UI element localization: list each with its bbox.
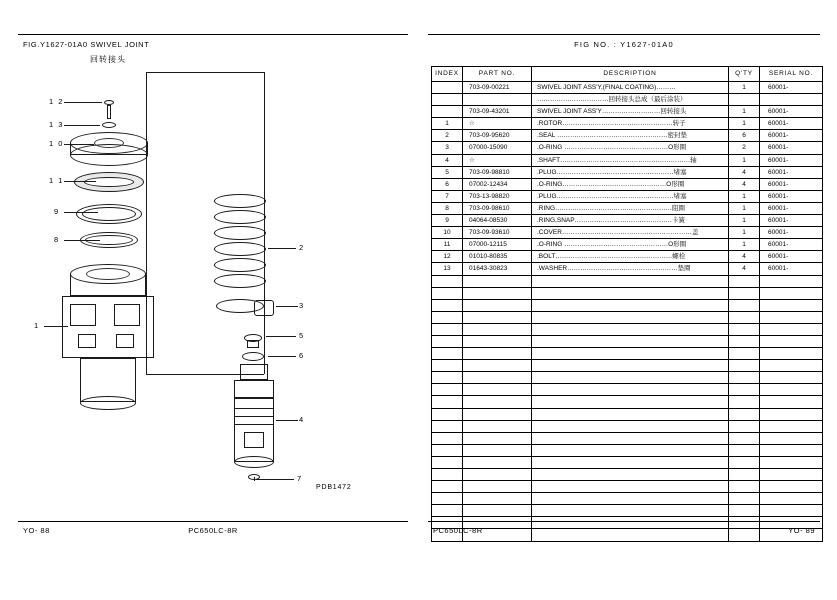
o-ring-3-b bbox=[254, 300, 274, 316]
cell-empty bbox=[729, 299, 760, 311]
cell-empty bbox=[463, 323, 532, 335]
table-row bbox=[432, 166, 823, 178]
cell-empty bbox=[432, 275, 463, 287]
table-row bbox=[432, 239, 823, 251]
cell-part-no: 07000-12115 bbox=[463, 239, 532, 251]
table-row bbox=[432, 82, 823, 94]
parts-table bbox=[431, 66, 823, 542]
cell-empty bbox=[729, 493, 760, 505]
table-row-empty bbox=[432, 323, 823, 335]
cell-empty bbox=[729, 396, 760, 408]
shaft-bottom-face bbox=[234, 456, 274, 468]
figure-title: FIG.Y1627-01A0 SWIVEL JOINT bbox=[23, 40, 150, 49]
body-bottom-face bbox=[80, 396, 136, 410]
shaft-collar bbox=[234, 380, 274, 398]
left-top-divider bbox=[18, 34, 408, 35]
cell-empty bbox=[760, 384, 823, 396]
table-row-empty bbox=[432, 348, 823, 360]
table-row bbox=[432, 263, 823, 275]
ring-8-inner bbox=[82, 207, 136, 221]
cell-index bbox=[432, 94, 463, 106]
figure-number-header: FIG NO. : Y1627-01A0 bbox=[574, 40, 674, 49]
cell-part-no: ☆ bbox=[463, 118, 532, 130]
leader-4 bbox=[276, 420, 298, 421]
cell-empty bbox=[432, 456, 463, 468]
cell-empty bbox=[532, 505, 729, 517]
body-port-c bbox=[78, 334, 96, 348]
cell-empty bbox=[532, 372, 729, 384]
right-footer-page: YO- 89 bbox=[788, 526, 815, 535]
leader-11 bbox=[64, 181, 96, 182]
cell-empty bbox=[463, 493, 532, 505]
cell-empty bbox=[729, 287, 760, 299]
cell-empty bbox=[532, 311, 729, 323]
cell-empty bbox=[432, 481, 463, 493]
callout-2: 2 bbox=[299, 243, 305, 252]
table-row-empty bbox=[432, 408, 823, 420]
cell-empty bbox=[729, 444, 760, 456]
cell-part-no: 01643-30823 bbox=[463, 263, 532, 275]
cell-empty bbox=[729, 275, 760, 287]
cell-empty bbox=[432, 335, 463, 347]
body-port-a bbox=[70, 304, 96, 326]
seal-2-b bbox=[214, 210, 266, 224]
cell-qty: 1 bbox=[729, 154, 760, 166]
callout-8: 8 bbox=[54, 235, 60, 244]
cell-empty bbox=[532, 396, 729, 408]
cell-part-no: 703-13-98820 bbox=[463, 190, 532, 202]
cell-serial-no: 60001- bbox=[760, 263, 823, 275]
right-footer-model: PC650LC-8R bbox=[433, 526, 483, 535]
cell-empty bbox=[760, 456, 823, 468]
bolt-shank-12 bbox=[107, 105, 111, 119]
cell-qty: 4 bbox=[729, 251, 760, 263]
cell-empty bbox=[432, 323, 463, 335]
cell-empty bbox=[532, 287, 729, 299]
right-page bbox=[428, 34, 820, 546]
parts-table-body bbox=[432, 82, 823, 542]
cell-empty bbox=[760, 493, 823, 505]
cell-empty bbox=[760, 275, 823, 287]
cell-part-no: 703-09-95620 bbox=[463, 130, 532, 142]
seal-2-c bbox=[214, 226, 266, 240]
callout-13: 1 3 bbox=[49, 120, 64, 129]
cell-part-no: 703-09-43201 bbox=[463, 106, 532, 118]
cell-index bbox=[432, 82, 463, 94]
seal-2-f bbox=[214, 274, 266, 288]
cell-empty bbox=[729, 469, 760, 481]
table-row-empty bbox=[432, 360, 823, 372]
leader-8 bbox=[64, 240, 100, 241]
cell-empty bbox=[729, 323, 760, 335]
table-row bbox=[432, 118, 823, 130]
leader-13 bbox=[64, 125, 100, 126]
cell-part-no: 703-09-98610 bbox=[463, 202, 532, 214]
table-row bbox=[432, 215, 823, 227]
cell-qty: 1 bbox=[729, 190, 760, 202]
cell-empty bbox=[463, 360, 532, 372]
cell-index: 13 bbox=[432, 263, 463, 275]
cell-part-no: 07000-15090 bbox=[463, 142, 532, 154]
callout-9: 9 bbox=[54, 207, 60, 216]
cell-serial-no: 60001- bbox=[760, 154, 823, 166]
table-row-empty bbox=[432, 444, 823, 456]
cell-empty bbox=[532, 384, 729, 396]
cell-empty bbox=[432, 396, 463, 408]
left-page bbox=[18, 34, 408, 546]
cell-qty: 1 bbox=[729, 202, 760, 214]
cell-empty bbox=[532, 469, 729, 481]
leader-2 bbox=[268, 248, 296, 249]
cell-empty bbox=[532, 275, 729, 287]
cell-empty bbox=[729, 335, 760, 347]
cell-index: 8 bbox=[432, 202, 463, 214]
cell-description: .O-RING …………………………………………O形圈 bbox=[532, 239, 729, 251]
cell-empty bbox=[463, 444, 532, 456]
table-row bbox=[432, 106, 823, 118]
table-row bbox=[432, 94, 823, 106]
cell-empty bbox=[760, 311, 823, 323]
cell-description: .O-RING…………………………………………O形圈 bbox=[532, 178, 729, 190]
cell-index: 2 bbox=[432, 130, 463, 142]
cell-empty bbox=[760, 505, 823, 517]
table-row bbox=[432, 190, 823, 202]
cell-empty bbox=[760, 408, 823, 420]
cell-empty bbox=[532, 348, 729, 360]
cell-empty bbox=[463, 456, 532, 468]
shaft-groove-2 bbox=[234, 416, 274, 417]
cell-index: 12 bbox=[432, 251, 463, 263]
cell-description: SWIVEL JOINT ASS'Y,(FINAL COATING)……… bbox=[532, 82, 729, 94]
cell-empty bbox=[532, 323, 729, 335]
cell-empty bbox=[760, 420, 823, 432]
cell-empty bbox=[729, 456, 760, 468]
leader-10 bbox=[64, 144, 94, 145]
cell-empty bbox=[729, 360, 760, 372]
cell-empty bbox=[532, 456, 729, 468]
plug-5-body bbox=[247, 340, 259, 348]
table-row bbox=[432, 227, 823, 239]
cell-description: .ROTOR……………………………………………转子 bbox=[532, 118, 729, 130]
section-line-top bbox=[146, 72, 264, 73]
cell-empty bbox=[463, 481, 532, 493]
washer-13 bbox=[102, 122, 116, 128]
cell-description: .RING,SNAP………………………………………卡簧 bbox=[532, 215, 729, 227]
table-row bbox=[432, 251, 823, 263]
callout-6: 6 bbox=[299, 351, 305, 360]
leader-12 bbox=[64, 102, 102, 103]
cell-serial-no: 60001- bbox=[760, 142, 823, 154]
cell-part-no: 703-09-98810 bbox=[463, 166, 532, 178]
table-row-empty bbox=[432, 420, 823, 432]
callout-7: 7 bbox=[297, 474, 303, 483]
cell-empty bbox=[432, 348, 463, 360]
table-row-empty bbox=[432, 335, 823, 347]
callout-5: 5 bbox=[299, 331, 305, 340]
cell-empty bbox=[463, 311, 532, 323]
table-row-empty bbox=[432, 456, 823, 468]
cell-serial-no: 60001- bbox=[760, 202, 823, 214]
leader-5 bbox=[266, 336, 296, 337]
cell-empty bbox=[432, 420, 463, 432]
cell-description: ……………………………回转接头总成（最后涂装） bbox=[532, 94, 729, 106]
cell-qty: 2 bbox=[729, 142, 760, 154]
body-port-b bbox=[114, 304, 140, 326]
cell-empty bbox=[729, 372, 760, 384]
table-row-empty bbox=[432, 299, 823, 311]
cell-part-no: 703-09-00221 bbox=[463, 82, 532, 94]
cell-serial-no: 60001- bbox=[760, 82, 823, 94]
cell-empty bbox=[760, 481, 823, 493]
figure-title-chinese: 回转接头 bbox=[90, 55, 126, 64]
cell-empty bbox=[729, 432, 760, 444]
cell-empty bbox=[760, 299, 823, 311]
cover-10-bore bbox=[94, 138, 124, 148]
table-row-empty bbox=[432, 287, 823, 299]
cell-index: 7 bbox=[432, 190, 463, 202]
leader-7 bbox=[256, 479, 294, 480]
cell-index bbox=[432, 106, 463, 118]
cell-empty bbox=[463, 408, 532, 420]
cell-empty bbox=[463, 335, 532, 347]
cell-empty bbox=[432, 372, 463, 384]
cell-empty bbox=[729, 408, 760, 420]
cell-serial-no: 60001- bbox=[760, 190, 823, 202]
cell-serial-no: 60001- bbox=[760, 227, 823, 239]
cell-empty bbox=[432, 287, 463, 299]
table-header-row bbox=[432, 67, 823, 82]
cell-description: .COVER……………………………………………………盖 bbox=[532, 227, 729, 239]
leader-6 bbox=[268, 356, 296, 357]
table-row-empty bbox=[432, 384, 823, 396]
cell-empty bbox=[432, 311, 463, 323]
drawing-code: PDB1472 bbox=[316, 484, 352, 491]
cell-empty bbox=[432, 505, 463, 517]
callout-10: 1 0 bbox=[49, 139, 64, 148]
cell-empty bbox=[729, 420, 760, 432]
seal-2-e bbox=[214, 258, 266, 272]
cell-empty bbox=[432, 432, 463, 444]
cell-empty bbox=[760, 444, 823, 456]
callout-3: 3 bbox=[299, 301, 305, 310]
section-line-right bbox=[264, 72, 265, 374]
cell-index: 4 bbox=[432, 154, 463, 166]
cell-description: .BOLT………………………………………………螺栓 bbox=[532, 251, 729, 263]
table-row bbox=[432, 202, 823, 214]
cell-empty bbox=[729, 348, 760, 360]
cell-description: .SEAL ……………………………………………密封垫 bbox=[532, 130, 729, 142]
cell-empty bbox=[463, 299, 532, 311]
leader-9 bbox=[64, 212, 98, 213]
cell-empty bbox=[532, 493, 729, 505]
cell-qty: 1 bbox=[729, 82, 760, 94]
cell-part-no: 04064-08530 bbox=[463, 215, 532, 227]
left-bottom-divider bbox=[18, 521, 408, 522]
o-ring-6 bbox=[242, 352, 264, 361]
cell-index: 5 bbox=[432, 166, 463, 178]
cell-index: 3 bbox=[432, 142, 463, 154]
cell-qty: 6 bbox=[729, 130, 760, 142]
cell-empty bbox=[463, 420, 532, 432]
table-row bbox=[432, 142, 823, 154]
cell-empty bbox=[760, 372, 823, 384]
table-row-empty bbox=[432, 432, 823, 444]
cell-empty bbox=[432, 408, 463, 420]
cell-index: 11 bbox=[432, 239, 463, 251]
cell-qty: 4 bbox=[729, 263, 760, 275]
cell-serial-no bbox=[760, 94, 823, 106]
cell-empty bbox=[532, 432, 729, 444]
left-footer-page: YO- 88 bbox=[23, 526, 50, 535]
cell-empty bbox=[463, 469, 532, 481]
cell-empty bbox=[729, 481, 760, 493]
table-row-empty bbox=[432, 481, 823, 493]
callout-11: 1 1 bbox=[49, 176, 64, 185]
callout-4: 4 bbox=[299, 415, 305, 424]
table-row-empty bbox=[432, 372, 823, 384]
cell-empty bbox=[760, 323, 823, 335]
cell-empty bbox=[760, 469, 823, 481]
cell-empty bbox=[432, 360, 463, 372]
cell-description: .O-RING …………………………………………O形圈 bbox=[532, 142, 729, 154]
table-row-empty bbox=[432, 469, 823, 481]
shaft-port-window bbox=[244, 432, 264, 448]
cell-qty: 1 bbox=[729, 106, 760, 118]
table-row-empty bbox=[432, 275, 823, 287]
column-header-serial-no: SERIAL NO. bbox=[760, 67, 823, 82]
cell-qty: 4 bbox=[729, 166, 760, 178]
cell-empty bbox=[760, 335, 823, 347]
table-row-empty bbox=[432, 396, 823, 408]
table-row bbox=[432, 130, 823, 142]
cell-empty bbox=[463, 384, 532, 396]
table-row-empty bbox=[432, 311, 823, 323]
cell-empty bbox=[532, 408, 729, 420]
cell-empty bbox=[463, 372, 532, 384]
right-top-divider bbox=[428, 34, 820, 35]
cell-part-no bbox=[463, 94, 532, 106]
cell-part-no: ☆ bbox=[463, 154, 532, 166]
cell-qty: 1 bbox=[729, 227, 760, 239]
cell-empty bbox=[532, 299, 729, 311]
callout-1: 1 bbox=[34, 321, 40, 330]
body-port-d bbox=[116, 334, 134, 348]
exploded-parts-drawing bbox=[18, 64, 408, 484]
cell-empty bbox=[760, 360, 823, 372]
cell-description: .SHAFT……………………………………………………轴 bbox=[532, 154, 729, 166]
cell-empty bbox=[463, 396, 532, 408]
cell-empty bbox=[463, 287, 532, 299]
column-header-description: DESCRIPTION bbox=[532, 67, 729, 82]
cell-index: 9 bbox=[432, 215, 463, 227]
cell-part-no: 01010-80835 bbox=[463, 251, 532, 263]
leader-1 bbox=[44, 326, 68, 327]
cell-qty: 1 bbox=[729, 239, 760, 251]
cell-empty bbox=[463, 348, 532, 360]
left-footer-model: PC650LC-8R bbox=[188, 526, 238, 535]
cell-empty bbox=[532, 360, 729, 372]
seal-2-d bbox=[214, 242, 266, 256]
seal-2-a bbox=[214, 194, 266, 208]
table-row-empty bbox=[432, 493, 823, 505]
cell-serial-no: 60001- bbox=[760, 178, 823, 190]
cell-empty bbox=[432, 299, 463, 311]
cell-empty bbox=[432, 493, 463, 505]
cell-serial-no: 60001- bbox=[760, 251, 823, 263]
cell-empty bbox=[532, 335, 729, 347]
cell-empty bbox=[463, 505, 532, 517]
cell-index: 10 bbox=[432, 227, 463, 239]
shaft-top bbox=[240, 364, 268, 380]
cell-qty bbox=[729, 94, 760, 106]
cell-empty bbox=[729, 384, 760, 396]
cell-qty: 1 bbox=[729, 118, 760, 130]
o-ring-11-inner bbox=[84, 177, 134, 187]
body-top-bore bbox=[86, 268, 130, 280]
column-header-part-no: PART NO. bbox=[463, 67, 532, 82]
cell-serial-no: 60001- bbox=[760, 166, 823, 178]
cell-part-no: 07002-12434 bbox=[463, 178, 532, 190]
cell-description: .PLUG………………………………………………堵塞 bbox=[532, 166, 729, 178]
cell-description: .PLUG………………………………………………堵塞 bbox=[532, 190, 729, 202]
cell-empty bbox=[760, 432, 823, 444]
table-row-empty bbox=[432, 505, 823, 517]
cell-description: SWIVEL JOINT ASS'Y………………………回转接头 bbox=[532, 106, 729, 118]
cell-empty bbox=[532, 444, 729, 456]
cell-part-no: 703-09-93610 bbox=[463, 227, 532, 239]
cell-serial-no: 60001- bbox=[760, 215, 823, 227]
cell-description: .WASHER……………………………………………垫圈 bbox=[532, 263, 729, 275]
table-row bbox=[432, 154, 823, 166]
cell-empty bbox=[760, 287, 823, 299]
cell-empty bbox=[760, 396, 823, 408]
cell-empty bbox=[432, 384, 463, 396]
leader-3 bbox=[276, 306, 298, 307]
cell-empty bbox=[432, 469, 463, 481]
shaft-groove-1 bbox=[234, 408, 274, 409]
cell-description: .RING………………………………………………阻圈 bbox=[532, 202, 729, 214]
cell-empty bbox=[729, 311, 760, 323]
cell-empty bbox=[463, 275, 532, 287]
cell-empty bbox=[532, 481, 729, 493]
cell-empty bbox=[729, 505, 760, 517]
cell-empty bbox=[760, 348, 823, 360]
cell-serial-no: 60001- bbox=[760, 118, 823, 130]
shaft-groove-3 bbox=[234, 424, 274, 425]
cell-serial-no: 60001- bbox=[760, 106, 823, 118]
cell-serial-no: 60001- bbox=[760, 130, 823, 142]
table-row bbox=[432, 178, 823, 190]
cell-qty: 1 bbox=[729, 215, 760, 227]
callout-12: 1 2 bbox=[49, 97, 64, 106]
column-header-index: INDEX bbox=[432, 67, 463, 82]
cell-qty: 4 bbox=[729, 178, 760, 190]
cell-serial-no: 60001- bbox=[760, 239, 823, 251]
column-header-qty: Q'TY bbox=[729, 67, 760, 82]
cell-index: 1 bbox=[432, 118, 463, 130]
cell-empty bbox=[532, 420, 729, 432]
cell-empty bbox=[463, 432, 532, 444]
leader-7-stem bbox=[254, 477, 255, 481]
cell-index: 6 bbox=[432, 178, 463, 190]
cell-empty bbox=[432, 444, 463, 456]
